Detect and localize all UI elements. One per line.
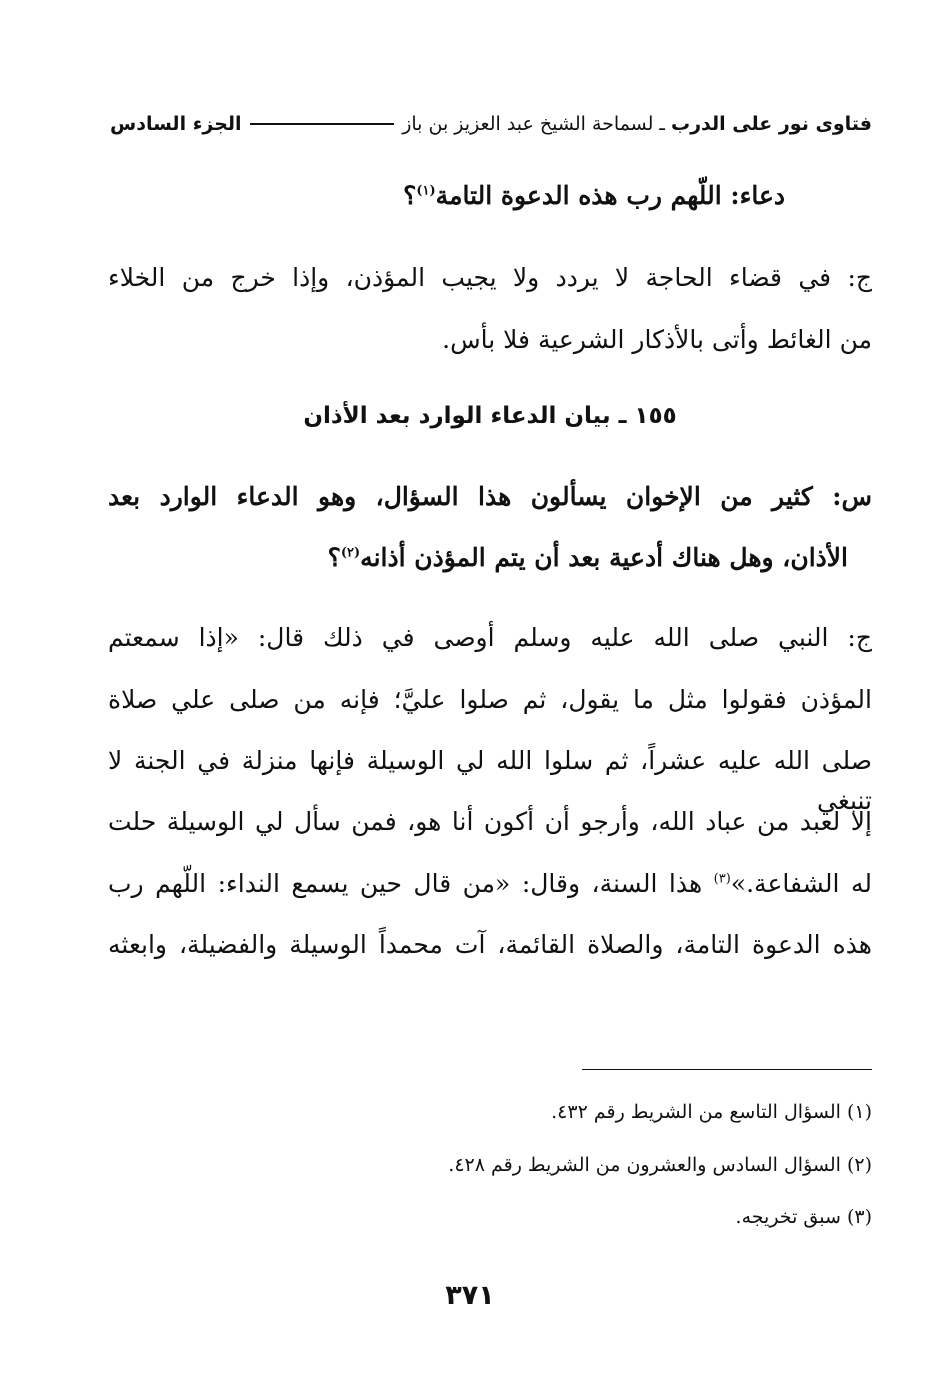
page-number: ٣٧١ [445, 1280, 495, 1311]
question-line-2-text: الأذان، وهل هناك أدعية بعد أن يتم المؤذن أذانه [360, 543, 848, 572]
answer-line-4: إلا لعبد من عباد الله، وأرجو أن أكون أنا هو، فمن سأل لي الوسيلة حلت [108, 807, 872, 836]
footnote-ref-1: (١) [416, 183, 436, 199]
answer-line-2: المؤذن فقولوا مثل ما يقول، ثم صلوا عليَّ؛ فإنه من صلى علي صلاة [108, 685, 872, 714]
answer-line-1: ج: النبي صلى الله عليه وسلم أوصى في ذلك قال: «إذا سمعتم [108, 623, 872, 652]
footnote-3: (٣) سبق تخريجه. [735, 1206, 872, 1228]
answer-line-6: هذه الدعوة التامة، والصلاة القائمة، آت محمداً الوسيلة والفضيلة، وابعثه [108, 930, 872, 959]
author-name: لسماحة الشيخ عبد العزيز بن باز [402, 113, 654, 135]
question-line-2 [328, 538, 848, 578]
previous-question-text: دعاء: اللّهم رب هذه الدعوة التامة [435, 181, 785, 210]
previous-question-tail [403, 176, 785, 216]
running-header [110, 106, 872, 142]
footnote-1: (١) السؤال التاسع من الشريط رقم ٤٣٢. [551, 1101, 872, 1123]
header-separator: ـ [659, 113, 665, 135]
book-title: فتاوى نور على الدرب [671, 113, 872, 135]
previous-answer-line-2: من الغائط وأتى بالأذكار الشرعية فلا بأس. [442, 325, 872, 354]
footnote-separator [582, 1069, 872, 1070]
section-heading: ١٥٥ ـ بيان الدعاء الوارد بعد الأذان [303, 403, 677, 429]
question-line-1: س: كثير من الإخوان يسألون هذا السؤال، وهو الدعاء الوارد بعد [108, 482, 872, 511]
question-mark: ؟ [403, 181, 417, 210]
header-rule [250, 123, 395, 125]
answer-line-3: صلى الله عليه عشراً، ثم سلوا الله لي الوسيلة فإنها منزلة في الجنة لا تنبغي [108, 746, 872, 815]
answer-line-5-part-b: هذا السنة، وقال: «من قال حين يسمع النداء: اللّهم رب [108, 869, 714, 898]
footnote-ref-3: (٣) [713, 871, 731, 887]
previous-answer-line-1: ج: في قضاء الحاجة لا يردد ولا يجيب المؤذن، وإذا خرج من الخلاء [108, 263, 872, 292]
question-mark: ؟ [327, 543, 341, 572]
answer-line-5-part-a: له الشفاعة.» [730, 869, 872, 898]
footnote-ref-2: (٢) [340, 545, 361, 561]
part-title: الجزء السادس [110, 113, 242, 135]
footnote-2: (٢) السؤال السادس والعشرون من الشريط رقم ٤٢٨. [448, 1154, 872, 1176]
answer-line-5 [108, 864, 872, 904]
